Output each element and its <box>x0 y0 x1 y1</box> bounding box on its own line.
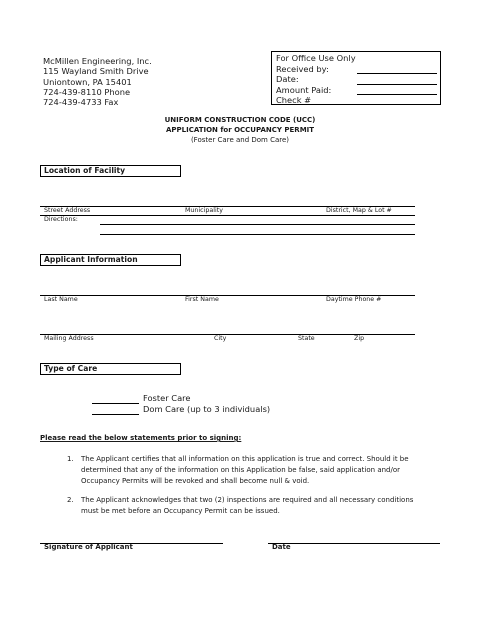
statements-list <box>67 454 422 525</box>
first-name-label: First Name <box>185 296 219 303</box>
daytime-phone-label: Daytime Phone # <box>326 296 382 303</box>
signature-label: Signature of Applicant <box>44 543 133 551</box>
statement-item <box>67 454 422 487</box>
statement-number: 1. <box>67 455 74 463</box>
received-by-field[interactable] <box>357 73 437 74</box>
company-fax: 724-439-4733 Fax <box>43 97 119 108</box>
directions-top-line <box>40 215 415 216</box>
dom-care-label: Dom Care (up to 3 individuals) <box>143 404 271 414</box>
heading-line-1: UNIFORM CONSTRUCTION CODE (UCC) <box>164 116 316 124</box>
zip-label: Zip <box>354 335 365 342</box>
office-use-box <box>271 51 441 105</box>
care-section-title: Type of Care <box>40 363 181 375</box>
directions-label: Directions: <box>44 216 78 223</box>
company-phone: 724-439-8110 Phone <box>43 86 131 97</box>
district-label: District, Map & Lot # <box>326 207 392 214</box>
directions-field-1[interactable] <box>100 224 415 225</box>
signature-date-field[interactable] <box>268 543 440 544</box>
state-label: State <box>298 335 315 342</box>
applicant-section-title: Applicant Information <box>40 254 181 266</box>
amount-paid-field[interactable] <box>357 94 437 95</box>
statement-text: The Applicant acknowledges that two (2) inspections are required and all necessary conditions must be met before an Occupancy Permit can be issued. <box>81 496 414 515</box>
received-by-label: Received by: <box>276 63 329 74</box>
location-section-title: Location of Facility <box>40 165 181 177</box>
city-label: City <box>214 335 227 342</box>
street-address-label: Street Address <box>44 207 91 214</box>
statement-item <box>67 495 422 517</box>
company-info <box>43 56 152 107</box>
office-date-field[interactable] <box>357 84 437 85</box>
company-address-1: 115 Wayland Smith Drive <box>43 66 149 77</box>
statement-number: 2. <box>67 496 74 504</box>
dom-care-checkbox-line[interactable] <box>92 414 139 415</box>
heading-line-2: APPLICATION for OCCUPANCY PERMIT <box>165 126 315 134</box>
company-name: McMillen Engineering, Inc. <box>43 56 152 66</box>
signature-date-label: Date <box>272 543 291 551</box>
statements-heading: Please read the below statements prior to signing: <box>40 434 242 442</box>
municipality-label: Municipality <box>185 207 223 214</box>
mailing-address-label: Mailing Address <box>44 335 94 342</box>
amount-paid-label: Amount Paid: <box>276 84 332 95</box>
last-name-label: Last Name <box>44 296 78 303</box>
company-address-2: Uniontown, PA 15401 <box>43 76 132 87</box>
office-use-title: For Office Use Only <box>276 53 356 63</box>
form-heading <box>0 115 480 145</box>
check-number-label: Check # <box>276 95 312 105</box>
foster-care-checkbox-line[interactable] <box>92 403 139 404</box>
office-date-label: Date: <box>276 74 299 84</box>
statement-text: The Applicant certifies that all information on this application is true and correct. Should it be determined that any of the information on this Application be false, said application and/or Occupancy Permits will be revoked and shall become null & void. <box>81 455 409 485</box>
heading-line-3: (Foster Care and Dom Care) <box>190 136 290 144</box>
directions-field-2[interactable] <box>100 234 415 235</box>
foster-care-label: Foster Care <box>143 393 191 403</box>
